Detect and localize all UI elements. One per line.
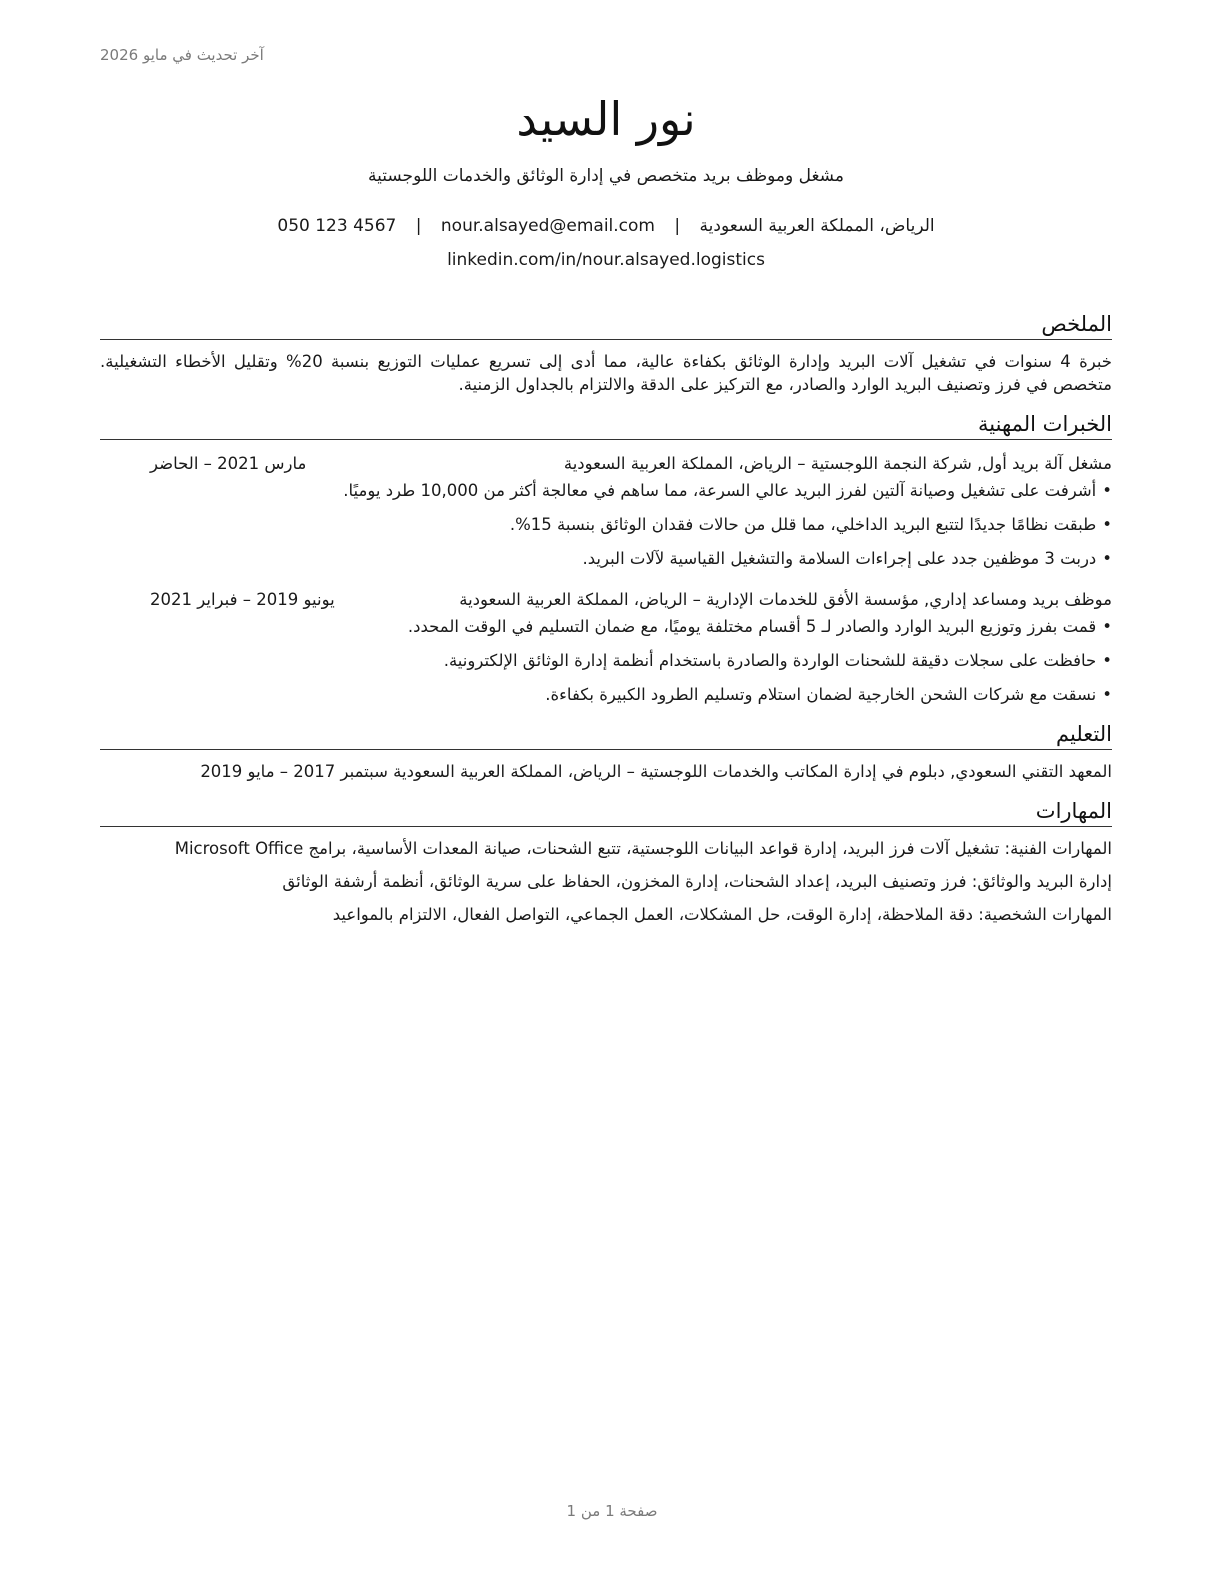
job-bullet xyxy=(100,547,1112,570)
job-bullet xyxy=(100,513,1112,536)
last-updated-note: آخر تحديث في مايو 2026 xyxy=(100,46,264,64)
bullet-mark: • xyxy=(1102,617,1112,636)
bullet-mark: • xyxy=(1102,549,1112,568)
skills-line: المهارات الشخصية: دقة الملاحظة، إدارة الوقت، حل المشكلات، العمل الجماعي، التواصل الفعال، الالتزام بالمواعيد xyxy=(332,905,1112,924)
resume-body xyxy=(100,310,1112,940)
education-text: المعهد التقني السعودي, دبلوم في إدارة المكاتب والخدمات اللوجستية – الرياض، المملكة العربية السعودية سبتمبر 2017 – مايو 2019 xyxy=(200,762,1112,781)
candidate-name: نور السيد xyxy=(516,92,696,146)
contact-email[interactable]: nour.alsayed@email.com xyxy=(440,216,655,236)
contact-linkedin xyxy=(100,248,1112,272)
contact-separator: | xyxy=(415,216,422,236)
job-location xyxy=(335,588,460,611)
bullet-text: طبقت نظامًا جديدًا لتتبع البريد الداخلي، مما قلل من حالات فقدان الوثائق بنسبة 15%. xyxy=(509,515,1097,534)
job-bullet xyxy=(100,479,1112,502)
job-bullet xyxy=(100,649,1112,672)
bullet-mark: • xyxy=(1102,481,1112,500)
bullet-text: دربت 3 موظفين جدد على إجراءات السلامة والتشغيل القياسية لآلات البريد. xyxy=(582,549,1097,568)
contact-phone: 050 123 4567 xyxy=(277,216,397,236)
bullet-text: قمت بفرز وتوزيع البريد الوارد والصادر لـ 5 أقسام مختلفة يوميًا، مع ضمان التسليم في الوقت المحدد. xyxy=(407,617,1097,636)
linkedin-link[interactable]: linkedin.com/in/nour.alsayed.logistics xyxy=(447,250,765,270)
bullet-text: نسقت مع شركات الشحن الخارجية لضمان استلام وتسليم الطرود الكبيرة بكفاءة. xyxy=(545,685,1097,704)
job-location xyxy=(306,452,563,475)
contact-separator: | xyxy=(674,216,681,236)
education-title: التعليم xyxy=(100,720,1112,750)
skills-line: إدارة البريد والوثائق: فرز وتصنيف البريد، إعداد الشحنات، إدارة المخزون، الحفاظ على سرية الوثائق، أنظمة أرشفة الوثائق xyxy=(282,872,1112,891)
resume-page xyxy=(100,0,1112,1584)
bullet-text: حافظت على سجلات دقيقة للشحنات الواردة والصادرة باستخدام أنظمة إدارة الوثائق الإلكترونية. xyxy=(443,651,1097,670)
experience-section xyxy=(100,410,1112,706)
skills-section xyxy=(100,797,1112,926)
job-role-company: موظف بريد ومساعد إداري, مؤسسة الأفق للخدمات الإدارية – الرياض، المملكة العربية السعودية xyxy=(459,590,1112,609)
bullet-mark: • xyxy=(1102,651,1112,670)
contact-location: الرياض، المملكة العربية السعودية xyxy=(699,216,935,236)
job-dates: يونيو 2019 – فبراير 2021 xyxy=(150,590,335,609)
page-number: صفحة 1 من 1 xyxy=(566,1502,658,1520)
job-bullet xyxy=(100,615,1112,638)
job-bullet xyxy=(100,683,1112,706)
job-bullets xyxy=(100,615,1112,706)
skills-title: المهارات xyxy=(100,797,1112,827)
summary-text: خبرة 4 سنوات في تشغيل آلات البريد وإدارة الوثائق بكفاءة عالية، مما أدى إلى تسريع عمليات التوزيع بنسبة 20% وتقليل الأخطاء التشغيلية. متخصص في فرز وتصنيف البريد الوارد والصادر، مع التركيز على الدقة والالتزام بالجداول الزمنية. xyxy=(100,352,1112,394)
candidate-tagline: مشغل وموظف بريد متخصص في إدارة الوثائق والخدمات اللوجستية xyxy=(368,166,844,186)
job-entry xyxy=(100,452,1112,570)
job-header xyxy=(100,588,1112,611)
bullet-mark: • xyxy=(1102,685,1112,704)
summary-title: الملخص xyxy=(100,310,1112,340)
contact-line xyxy=(100,214,1112,238)
bullet-mark: • xyxy=(1102,515,1112,534)
job-header xyxy=(100,452,1112,475)
job-bullets xyxy=(100,479,1112,570)
skills-line: المهارات الفنية: تشغيل آلات فرز البريد، إدارة قواعد البيانات اللوجستية، تتبع الشحنات، صيانة المعدات الأساسية، برامج Microsoft Office xyxy=(174,839,1112,858)
job-entry xyxy=(100,588,1112,706)
job-dates: مارس 2021 – الحاضر xyxy=(150,454,307,473)
job-role-company: مشغل آلة بريد أول, شركة النجمة اللوجستية – الرياض، المملكة العربية السعودية xyxy=(563,454,1112,473)
education-section xyxy=(100,720,1112,783)
bullet-text: أشرفت على تشغيل وصيانة آلتين لفرز البريد عالي السرعة، مما ساهم في معالجة أكثر من 10,000 طرد يوميًا. xyxy=(343,481,1097,500)
experience-title: الخبرات المهنية xyxy=(100,410,1112,440)
summary-section xyxy=(100,310,1112,396)
resume-header xyxy=(100,88,1112,272)
